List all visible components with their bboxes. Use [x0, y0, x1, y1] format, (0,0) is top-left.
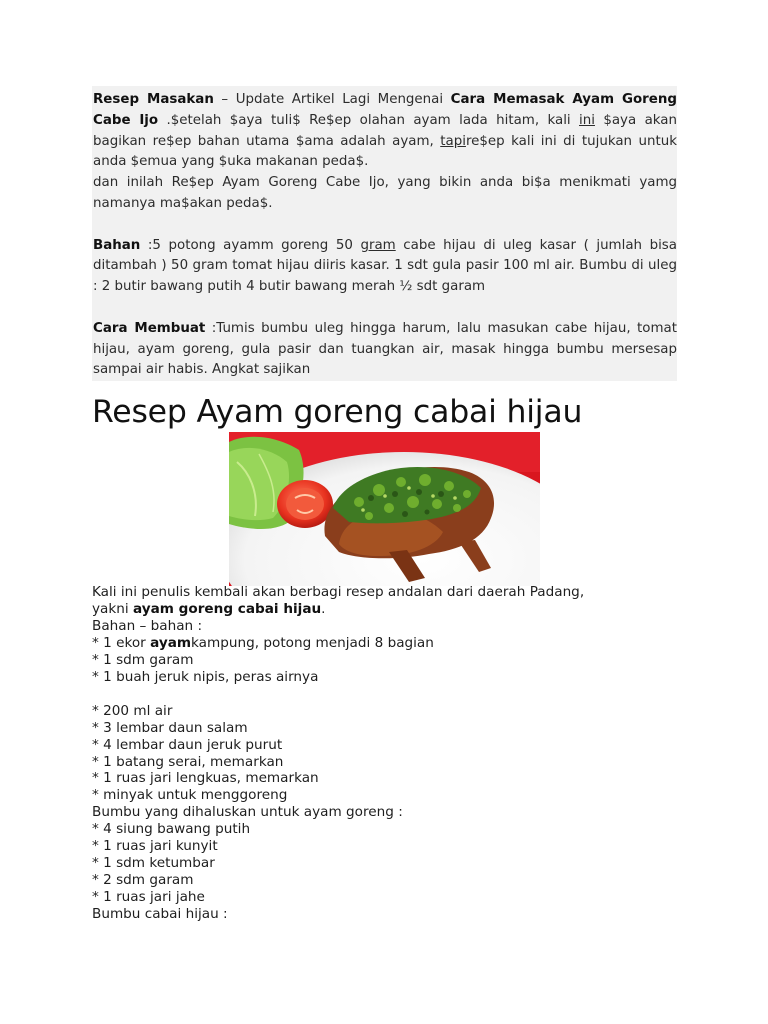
spacer [93, 215, 677, 236]
text-span: yakni [92, 600, 133, 617]
text-span: * 1 ekor [92, 634, 151, 651]
ingredient-item: * 200 ml air [92, 702, 173, 719]
section-heading: Bahan – bahan : [92, 617, 203, 634]
intro-box [92, 86, 677, 381]
bahan-text-2: cabe hijau di uleg kasar ( jumlah bisa ditambah ) 50 gram tomat hijau diiris kasar. 1 sdt gula pasir 100 ml air. Bumbu di uleg : 2 butir bawang putih 4 butir bawang merah ½ sdt garam [93, 237, 677, 295]
recipe-body [92, 584, 692, 923]
recipe-title: Resep Ayam goreng cabai hijau [92, 394, 583, 430]
link-ini[interactable]: ini [579, 112, 595, 128]
link-tapi[interactable]: tapi [440, 133, 466, 149]
text-span: kampung, potong menjadi 8 bagian [191, 634, 434, 651]
intro-text-2: $aya akan bagikan re$ep bahan utama $ama adalah ayam, [93, 112, 677, 149]
intro-text-3: re$ep kali ini di tujukan untuk anda $emua yang $uka makanan peda$. [93, 133, 677, 170]
cara-paragraph [93, 319, 677, 381]
bahan-paragraph [93, 236, 677, 298]
ingredient-item: * 1 ruas jari lengkuas, memarkan [92, 770, 319, 787]
ingredient-item: * 1 batang serai, memarkan [92, 753, 284, 770]
ingredient-item: * 1 sdm ketumbar [92, 855, 215, 872]
bahan-text-1: :5 potong ayamm goreng 50 [140, 237, 361, 253]
lead-text: – Update Artikel Lagi Mengenai [213, 92, 451, 107]
section-heading: Bumbu cabai hijau : [92, 906, 228, 923]
spacer [92, 686, 692, 703]
ingredient-item: * 1 ruas jari kunyit [92, 838, 218, 855]
ingredient-item: * minyak untuk menggoreng [92, 787, 288, 804]
dish-photo [229, 432, 540, 586]
ingredient-bold: ayam [150, 634, 192, 651]
link-gram[interactable]: gram [360, 237, 396, 253]
ingredient-item: * 1 buah jeruk nipis, peras airnya [92, 668, 319, 685]
text-span: . [321, 600, 326, 617]
spacer [93, 298, 677, 319]
lead-label: Resep Masakan [93, 92, 214, 107]
ingredient-item: * 1 ruas jari jahe [92, 889, 205, 906]
text-line: Kali ini penulis kembali akan berbagi resep andalan dari daerah Padang, [92, 584, 585, 600]
bahan-label: Bahan [93, 237, 141, 253]
ingredient-item: * 1 sdm garam [92, 651, 194, 668]
cara-text: :Tumis bumbu uleg hingga harum, lalu masukan cabe hijau, tomat hijau, ayam goreng, gula pasir dan tuangkan air, masak hingga bumbu mersesap sampai air habis. Angkat sajikan [93, 320, 677, 378]
section-heading: Bumbu yang dihaluskan untuk ayam goreng : [92, 804, 403, 821]
intro-paragraph [93, 90, 677, 173]
text-line [92, 601, 692, 618]
article-title-bold: Cara Memasak Ayam Goreng Cabe Ijo [93, 92, 677, 128]
ingredient-item: * 2 sdm garam [92, 872, 194, 889]
ingredient-item [92, 635, 692, 652]
cara-label: Cara Membuat [93, 320, 206, 336]
ingredient-item: * 4 siung bawang putih [92, 821, 251, 838]
intro-text-1: .$etelah $aya tuli$ Re$ep olahan ayam lada hitam, kali [158, 112, 580, 128]
dish-name-bold: ayam goreng cabai hijau [132, 600, 322, 617]
intro-paragraph-2: dan inilah Re$ep Ayam Goreng Cabe Ijo, yang bikin anda bi$a menikmati yamg namanya ma$akan peda$. [93, 175, 677, 211]
ingredient-item: * 3 lembar daun salam [92, 719, 248, 736]
ingredient-item: * 4 lembar daun jeruk purut [92, 736, 283, 753]
